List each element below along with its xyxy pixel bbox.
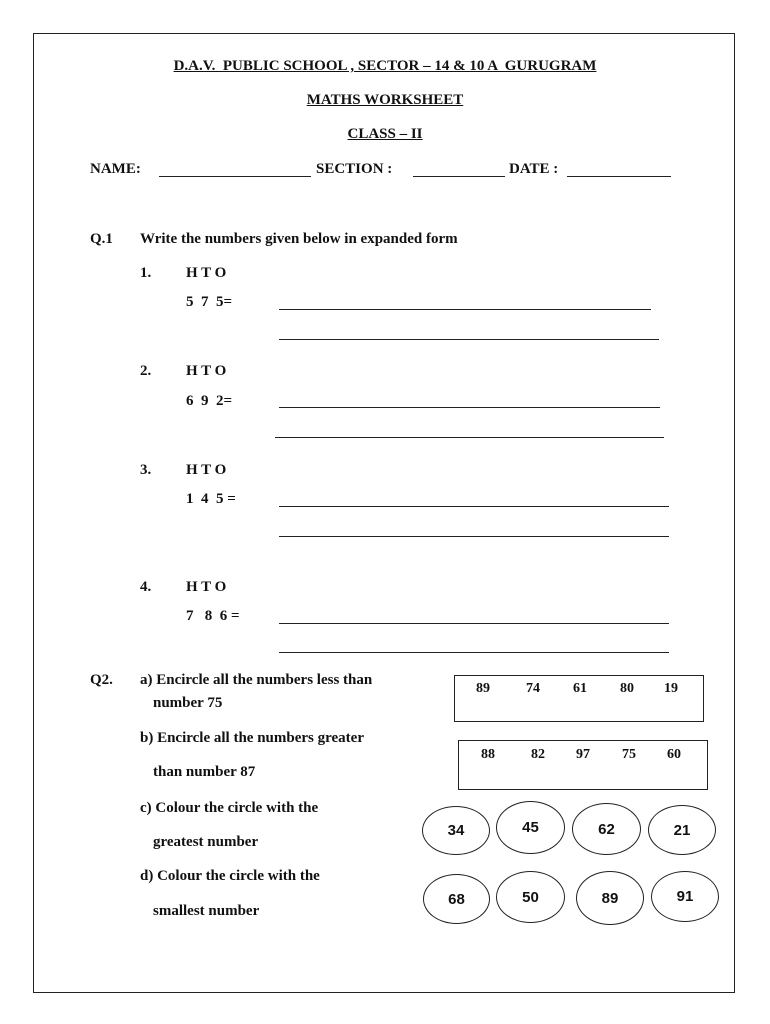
q2c-text-cont: greatest number <box>153 834 259 850</box>
q2b-number[interactable]: 82 <box>531 747 545 762</box>
name-field[interactable] <box>159 176 311 177</box>
school-title: D.A.V. PUBLIC SCHOOL , SECTOR – 14 & 10 A GURUGRAM <box>173 58 597 74</box>
q2d-number-circle[interactable]: 89 <box>576 871 644 925</box>
q1-item-header: H T O <box>186 579 227 595</box>
q1-item-index: 4. <box>140 579 152 595</box>
q2a-number[interactable]: 80 <box>620 681 634 696</box>
q2d-text: d) Colour the circle with the <box>140 868 320 884</box>
q1-item-index: 1. <box>140 265 152 281</box>
q1-number: Q.1 <box>90 231 113 247</box>
q1-item-digits: 1 4 5 = <box>186 491 236 507</box>
answer-line[interactable] <box>279 407 660 408</box>
q2c-number-circle[interactable]: 34 <box>422 806 490 855</box>
q2a-number[interactable]: 19 <box>664 681 678 696</box>
q1-item-digits: 5 7 5= <box>186 294 233 310</box>
q2d-number-circle[interactable]: 91 <box>651 871 719 922</box>
q1-item-digits: 7 8 6 = <box>186 608 240 624</box>
q2b-text: b) Encircle all the numbers greater <box>140 730 364 746</box>
q2-number: Q2. <box>90 672 113 688</box>
answer-line[interactable] <box>279 623 669 624</box>
answer-line[interactable] <box>279 309 651 310</box>
worksheet-border <box>33 33 735 993</box>
answer-line[interactable] <box>279 536 669 537</box>
q2d-number-circle[interactable]: 68 <box>423 874 490 924</box>
q2c-number-circle[interactable]: 21 <box>648 805 716 855</box>
class-title: CLASS – II <box>347 126 423 142</box>
answer-line[interactable] <box>275 437 664 438</box>
q2a-text: a) Encircle all the numbers less than <box>140 672 373 688</box>
date-label: DATE : <box>509 161 559 177</box>
answer-line[interactable] <box>279 339 659 340</box>
section-label: SECTION : <box>316 161 393 177</box>
q2a-number[interactable]: 89 <box>476 681 490 696</box>
q2c-number-circle[interactable]: 62 <box>572 803 641 855</box>
q1-prompt: Write the numbers given below in expanded form <box>140 231 458 247</box>
q2a-number[interactable]: 74 <box>526 681 540 696</box>
date-field[interactable] <box>567 176 671 177</box>
q2b-number[interactable]: 88 <box>481 747 495 762</box>
q2b-text-cont: than number 87 <box>153 764 256 780</box>
q2d-text-cont: smallest number <box>153 903 260 919</box>
q1-item-index: 2. <box>140 363 152 379</box>
name-label: NAME: <box>90 161 141 177</box>
q2d-number-circle[interactable]: 50 <box>496 871 565 923</box>
q1-item-header: H T O <box>186 363 227 379</box>
answer-line[interactable] <box>279 506 669 507</box>
section-field[interactable] <box>413 176 505 177</box>
q2b-number[interactable]: 75 <box>622 747 636 762</box>
q2b-number[interactable]: 97 <box>576 747 590 762</box>
q2c-number-circle[interactable]: 45 <box>496 801 565 854</box>
q2a-number[interactable]: 61 <box>573 681 587 696</box>
q2a-text-cont: number 75 <box>153 695 223 711</box>
worksheet-title: MATHS WORKSHEET <box>306 92 464 108</box>
q1-item-digits: 6 9 2= <box>186 393 233 409</box>
q2c-text: c) Colour the circle with the <box>140 800 319 816</box>
q1-item-header: H T O <box>186 265 227 281</box>
q1-item-header: H T O <box>186 462 227 478</box>
q1-item-index: 3. <box>140 462 152 478</box>
q2b-number[interactable]: 60 <box>667 747 681 762</box>
answer-line[interactable] <box>279 652 669 653</box>
